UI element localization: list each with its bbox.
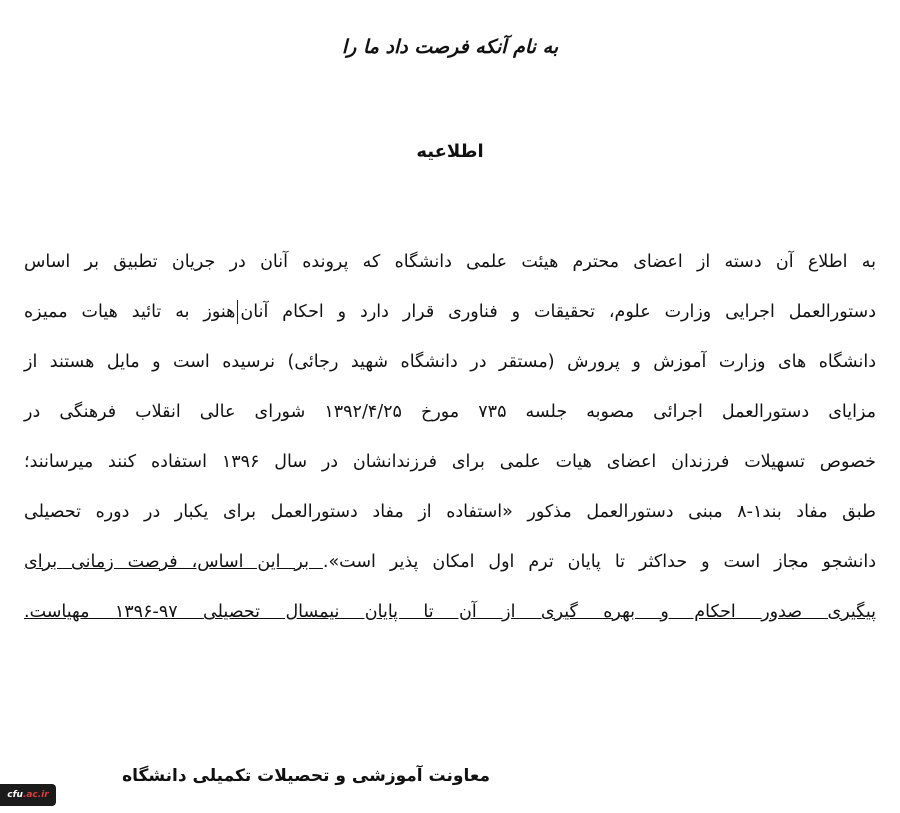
announcement-heading: اطلاعیه bbox=[416, 141, 484, 162]
basmala-title: به نام آنکه فرصت داد ما را bbox=[341, 36, 559, 58]
body-line: طبق مفاد بند۱-۸ مبنی دستورالعمل مذکور «استفاده از مفاد دستورالعمل برای یکبار در دوره تحصیلی bbox=[24, 502, 876, 522]
watermark-prefix: cfu bbox=[7, 790, 23, 800]
body-line: مزایای دستورالعمل اجرائی مصوبه جلسه ۷۳۵ مورخ ۱۳۹۲/۴/۲۵ شورای عالی انقلاب فرهنگی در bbox=[24, 402, 876, 422]
body-line bbox=[24, 292, 876, 342]
site-watermark-logo bbox=[0, 784, 56, 806]
body-line-segment: دستورالعمل اجرایی وزارت علوم، تحقیقات و فناوری قرار دارد و احکام آنان bbox=[240, 302, 876, 322]
watermark-suffix: .ac.ir bbox=[22, 790, 49, 800]
body-line: به اطلاع آن دسته از اعضای محترم هیئت علمی دانشگاه که پرونده آنان در جریان تطبیق بر اساس bbox=[24, 252, 876, 272]
body-line-segment: هنوز به تائید هیات ممیزه bbox=[24, 302, 236, 322]
text-cursor bbox=[237, 300, 238, 324]
body-line bbox=[24, 542, 876, 592]
body-line-segment: دانشجو مجاز است و حداکثر تا پایان ترم اول امکان پذیر است». bbox=[322, 552, 877, 572]
announcement-body bbox=[24, 242, 876, 642]
body-line: خصوص تسهیلات فرزندان اعضای هیات علمی برای فرزندانشان در سال ۱۳۹۶ استفاده کنند میرسانند؛ bbox=[24, 452, 876, 472]
body-line-underlined: پیگیری صدور احکام و بهره گیری از آن تا پایان نیمسال تحصیلی ۹۷-۱۳۹۶ مهیاست. bbox=[24, 602, 876, 622]
signature-line: معاونت آموزشی و تحصیلات تکمیلی دانشگاه bbox=[122, 766, 490, 786]
body-line: دانشگاه های وزارت آموزش و پرورش (مستقر در دانشگاه شهید رجائی) نرسیده است و مایل هستند از bbox=[24, 352, 876, 372]
underlined-segment: بر این اساس، فرصت زمانی برای bbox=[24, 552, 323, 572]
